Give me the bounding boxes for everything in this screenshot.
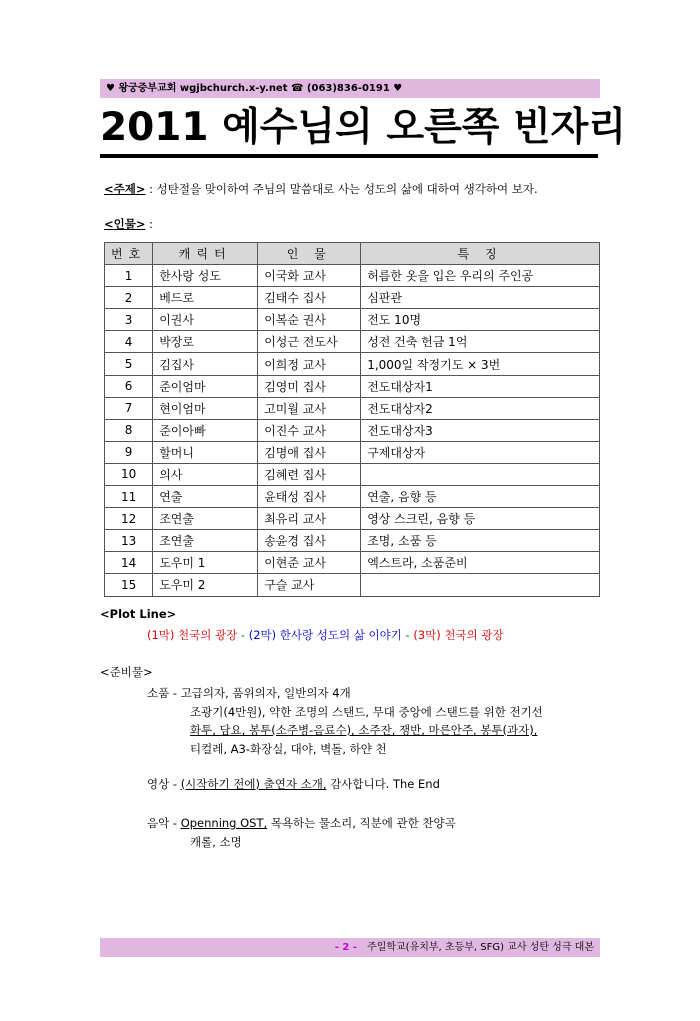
props-line-1 [147,685,351,701]
cell-number: 6 [105,375,153,397]
props-line-4 [190,741,387,757]
header-trait: 특 징 [361,243,600,265]
music-label: 음악 - [147,816,181,830]
cell-character: 준이엄마 [153,375,258,397]
cell-trait: 연출, 음향 등 [361,486,600,508]
cell-number: 4 [105,331,153,353]
cell-number: 15 [105,574,153,596]
props-item-1: 고급의자, 품위의자, 일반의자 4개 [180,686,351,700]
cell-person: 김영미 집사 [258,375,361,397]
cell-trait: 엑스트라, 소품준비 [361,552,600,574]
cell-number: 2 [105,287,153,309]
cast-table [104,242,600,597]
cell-character: 현이엄마 [153,397,258,419]
cast-suffix: : [145,217,154,231]
cell-number: 14 [105,552,153,574]
table-row [105,309,600,331]
cell-number: 8 [105,419,153,441]
table-row [105,508,600,530]
props-line-3 [190,722,537,738]
page-number: - 2 - [334,942,358,953]
cell-trait: 성전 건축 헌금 1억 [361,331,600,353]
music-line-2 [190,834,242,850]
table-row [105,419,600,441]
cell-number: 7 [105,397,153,419]
cell-character: 연출 [153,486,258,508]
table-row [105,441,600,463]
cell-number: 10 [105,463,153,485]
cell-trait: 조명, 소품 등 [361,530,600,552]
cell-trait: 전도대상자1 [361,375,600,397]
cell-number: 9 [105,441,153,463]
music-ost: Openning OST, [180,816,268,830]
theme-line [104,181,538,197]
props-label: 소품 - [147,686,181,700]
table-row [105,552,600,574]
table-row [105,574,600,596]
music-item-2: 캐롤, 소명 [190,835,242,849]
cell-character: 할머니 [153,441,258,463]
music-rest: 목욕하는 물소리, 직분에 관한 찬양곡 [267,816,456,830]
cell-person: 이성근 전도사 [258,331,361,353]
cell-character: 조연출 [153,508,258,530]
cast-line [104,216,153,232]
plot-label-line [100,606,176,622]
cast-table-body [105,265,600,596]
cell-trait: 전도대상자2 [361,397,600,419]
cell-trait: 전도 10명 [361,309,600,331]
table-row [105,486,600,508]
cell-character: 한사랑 성도 [153,265,258,287]
cell-trait: 영상 스크린, 음향 등 [361,508,600,530]
table-row [105,530,600,552]
cell-person: 이복순 권사 [258,309,361,331]
cell-number: 5 [105,353,153,375]
cell-trait: 구제대상자 [361,441,600,463]
props-item-2: 조광기(4만원), 약한 조명의 스탠드, 무대 중앙에 스탠드를 위한 전기선 [190,705,543,719]
cell-number: 11 [105,486,153,508]
cell-trait [361,574,600,596]
table-row [105,397,600,419]
cell-person: 김명애 집사 [258,441,361,463]
table-row [105,331,600,353]
table-row [105,353,600,375]
theme-text: : 성탄절을 맞이하여 주님의 말씀대로 사는 성도의 삶에 대하여 생각하여 보자. [145,182,538,196]
cell-person: 김태수 집사 [258,287,361,309]
table-row [105,463,600,485]
cell-person: 이국화 교사 [258,265,361,287]
cell-trait [361,463,600,485]
cell-character: 베드로 [153,287,258,309]
cell-character: 도우미 1 [153,552,258,574]
plot-label: <Plot Line> [100,607,177,621]
cell-person: 송윤경 집사 [258,530,361,552]
header-contact-bar [100,79,600,98]
cell-character: 조연출 [153,530,258,552]
video-label: 영상 - [147,777,181,791]
cell-number: 1 [105,265,153,287]
plot-line [147,627,504,643]
video-rest: 감사합니다. The End [326,777,440,791]
plot-act2: (2막) 한사랑 성도의 삶 이야기 [248,628,402,642]
header-character: 캐릭터 [153,243,258,265]
cell-person: 김혜련 집사 [258,463,361,485]
props-item-4: 티컬레, A3-화장실, 대야, 벽돌, 하얀 천 [190,742,387,756]
prep-label-line [100,664,153,680]
table-row [105,375,600,397]
plot-sep-2: - [401,628,414,642]
video-intro: (시작하기 전에) 출연자 소개, [180,777,327,791]
cell-character: 김집사 [153,353,258,375]
cell-character: 도우미 2 [153,574,258,596]
theme-label: <주제> [104,182,146,196]
cell-number: 13 [105,530,153,552]
title-underline [100,154,598,158]
plot-sep-1: - [237,628,249,642]
cell-person: 구슬 교사 [258,574,361,596]
cell-person: 고미월 교사 [258,397,361,419]
cell-person: 이현준 교사 [258,552,361,574]
header-contact: ♥ 왕궁중부교회 wgjbchurch.x-y.net ☎ (063)836-0191 ♥ [106,83,403,94]
video-line [147,776,440,792]
cell-trait: 심판관 [361,287,600,309]
cell-person: 이희정 교사 [258,353,361,375]
header-number: 번호 [105,243,153,265]
cell-number: 3 [105,309,153,331]
props-line-2 [190,704,543,720]
cast-table-header [105,243,600,265]
table-row [105,287,600,309]
prep-label: <준비물> [100,665,153,679]
cell-character: 준이아빠 [153,419,258,441]
cell-character: 의사 [153,463,258,485]
header-person: 인 물 [258,243,361,265]
cell-person: 이진수 교사 [258,419,361,441]
footer-bar [100,938,600,957]
cell-character: 박장로 [153,331,258,353]
cell-character: 이권사 [153,309,258,331]
plot-act3: (3막) 천국의 광장 [413,628,504,642]
footer-text: 주일학교(유치부, 초등부, SFG) 교사 성탄 성극 대본 [367,942,594,953]
cast-label: <인물> [104,217,146,231]
music-line-1 [147,815,456,831]
props-item-3: 화투, 담요, 봉투(소주병-음료수), 소주잔, 쟁반, 마른안주, 봉투(과자), [190,723,538,737]
plot-act1: (1막) 천국의 광장 [147,628,238,642]
cell-number: 12 [105,508,153,530]
cell-trait: 1,000일 작정기도 × 3번 [361,353,600,375]
cell-person: 최유리 교사 [258,508,361,530]
table-row [105,265,600,287]
page-title: 2011 예수님의 오른쪽 빈자리 [100,105,627,150]
cell-person: 윤태성 집사 [258,486,361,508]
cell-trait: 허름한 옷을 입은 우리의 주인공 [361,265,600,287]
cell-trait: 전도대상자3 [361,419,600,441]
